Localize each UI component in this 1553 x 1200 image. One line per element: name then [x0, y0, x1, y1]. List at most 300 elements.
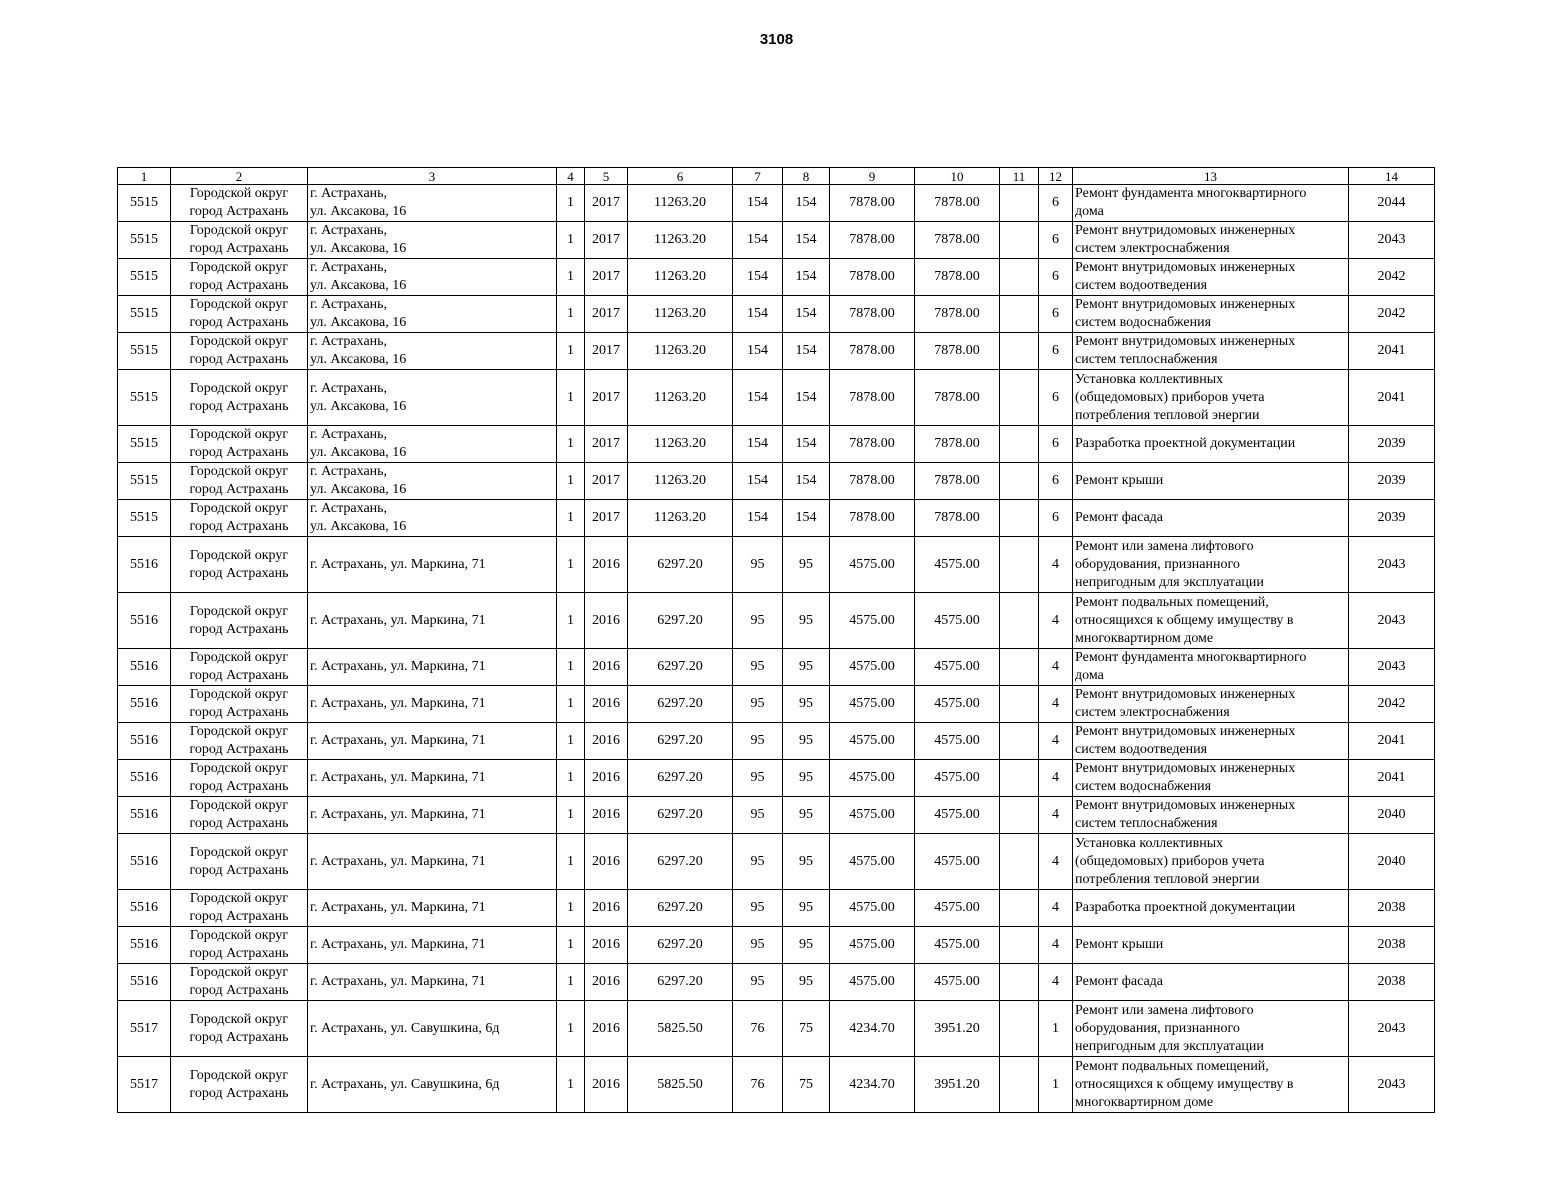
- table-row: [118, 834, 1435, 890]
- work-type-cell-line: потребления тепловой энергии: [1075, 871, 1260, 887]
- work-type-cell-line: Ремонт внутридомовых инженерных: [1075, 687, 1296, 702]
- col10-cell: 4575.00: [915, 649, 1000, 686]
- address-cell: [308, 890, 557, 927]
- col12-cell: 6: [1039, 259, 1073, 296]
- year-cell: 2016: [585, 834, 628, 890]
- work-type-cell-line: (общедомовых) приборов учета: [1075, 389, 1265, 405]
- col8-cell: 95: [783, 797, 830, 834]
- planned-year-cell: 2040: [1349, 797, 1435, 834]
- col9-cell: 4575.00: [830, 890, 915, 927]
- municipality-cell-line: город Астрахань: [189, 1029, 289, 1045]
- col8-cell: 95: [783, 834, 830, 890]
- work-type-cell-line: дома: [1075, 668, 1104, 683]
- work-type-cell: [1073, 797, 1349, 834]
- col8-cell: 75: [783, 1057, 830, 1113]
- column-header: 9: [830, 168, 915, 185]
- planned-year-cell: 2039: [1349, 463, 1435, 500]
- municipality-cell-line: город Астрахань: [189, 565, 289, 581]
- area-cell: 11263.20: [628, 296, 733, 333]
- col10-cell: 4575.00: [915, 890, 1000, 927]
- municipality-cell-line: Городской округ: [189, 380, 289, 396]
- col11-cell: [1000, 593, 1039, 649]
- area-cell: 11263.20: [628, 426, 733, 463]
- address-cell-line: г. Астрахань, ул. Маркина, 71: [310, 612, 486, 628]
- planned-year-cell: 2039: [1349, 500, 1435, 537]
- col7-cell: 154: [733, 370, 783, 426]
- work-type-cell: [1073, 500, 1349, 537]
- col4-cell: 1: [557, 797, 585, 834]
- address-cell: [308, 259, 557, 296]
- address-cell-line: г. Астрахань,: [310, 297, 388, 312]
- col11-cell: [1000, 964, 1039, 1001]
- work-type-cell: [1073, 222, 1349, 259]
- table-row: [118, 964, 1435, 1001]
- address-cell: [308, 537, 557, 593]
- record-id-cell: 5516: [118, 760, 171, 797]
- year-cell: 2016: [585, 927, 628, 964]
- year-cell: 2016: [585, 686, 628, 723]
- record-id-cell: 5515: [118, 370, 171, 426]
- planned-year-cell: 2042: [1349, 259, 1435, 296]
- area-cell: 6297.20: [628, 927, 733, 964]
- col9-cell: 4575.00: [830, 723, 915, 760]
- col8-cell: 95: [783, 593, 830, 649]
- table-row: [118, 593, 1435, 649]
- municipality-cell-line: Городской округ: [189, 603, 289, 619]
- table-row: [118, 890, 1435, 927]
- capital-repair-table: [117, 167, 1435, 1113]
- planned-year-cell: 2043: [1349, 593, 1435, 649]
- col7-cell: 154: [733, 185, 783, 222]
- col9-cell: 4575.00: [830, 760, 915, 797]
- work-type-cell-line: многоквартирном доме: [1075, 1094, 1214, 1110]
- record-id-cell: 5516: [118, 537, 171, 593]
- col11-cell: [1000, 686, 1039, 723]
- work-type-cell-line: относящихся к общему имуществу в: [1075, 612, 1294, 628]
- area-cell: 6297.20: [628, 890, 733, 927]
- col8-cell: 154: [783, 222, 830, 259]
- col9-cell: 7878.00: [830, 185, 915, 222]
- col4-cell: 1: [557, 593, 585, 649]
- work-type-cell: [1073, 1001, 1349, 1057]
- address-cell-line: г. Астрахань,: [310, 223, 388, 238]
- municipality-cell-line: Городской округ: [189, 761, 289, 776]
- address-cell-line: г. Астрахань, ул. Маркина, 71: [310, 974, 486, 989]
- col10-cell: 4575.00: [915, 927, 1000, 964]
- col11-cell: [1000, 333, 1039, 370]
- work-type-cell-line: Ремонт фундамента многоквартирного: [1075, 186, 1307, 201]
- work-type-cell: [1073, 370, 1349, 426]
- record-id-cell: 5516: [118, 890, 171, 927]
- address-cell-line: г. Астрахань, ул. Маркина, 71: [310, 733, 486, 748]
- municipality-cell-line: город Астрахань: [189, 315, 289, 330]
- municipality-cell: [171, 500, 308, 537]
- municipality-cell-line: Городской округ: [189, 547, 289, 563]
- planned-year-cell: 2041: [1349, 370, 1435, 426]
- col11-cell: [1000, 1001, 1039, 1057]
- municipality-cell-line: Городской округ: [189, 650, 289, 665]
- work-type-cell-line: систем электроснабжения: [1075, 241, 1230, 256]
- column-header: 11: [1000, 168, 1039, 185]
- col10-cell: 7878.00: [915, 500, 1000, 537]
- municipality-cell: [171, 593, 308, 649]
- address-cell-line: г. Астрахань,: [310, 260, 388, 275]
- work-type-cell: [1073, 723, 1349, 760]
- municipality-cell-line: город Астрахань: [189, 946, 289, 961]
- municipality-cell-line: город Астрахань: [189, 705, 289, 720]
- work-type-cell-line: систем теплоснабжения: [1075, 352, 1218, 367]
- col10-cell: 7878.00: [915, 185, 1000, 222]
- work-type-cell: [1073, 463, 1349, 500]
- municipality-cell-line: Городской округ: [189, 724, 289, 739]
- municipality-cell-line: город Астрахань: [189, 909, 289, 924]
- table-row: [118, 686, 1435, 723]
- record-id-cell: 5516: [118, 964, 171, 1001]
- table-row: [118, 370, 1435, 426]
- work-type-cell: [1073, 649, 1349, 686]
- col10-cell: 4575.00: [915, 537, 1000, 593]
- col4-cell: 1: [557, 1057, 585, 1113]
- column-header: 5: [585, 168, 628, 185]
- work-type-cell-line: Ремонт фундамента многоквартирного: [1075, 650, 1307, 665]
- address-cell: [308, 1057, 557, 1113]
- col12-cell: 4: [1039, 593, 1073, 649]
- year-cell: 2017: [585, 222, 628, 259]
- col9-cell: 4575.00: [830, 593, 915, 649]
- municipality-cell: [171, 370, 308, 426]
- area-cell: 11263.20: [628, 333, 733, 370]
- col7-cell: 95: [733, 686, 783, 723]
- municipality-cell-line: город Астрахань: [189, 862, 289, 878]
- work-type-cell-line: систем водоотведения: [1075, 278, 1208, 293]
- record-id-cell: 5517: [118, 1001, 171, 1057]
- work-type-cell-line: Ремонт фасада: [1075, 510, 1164, 525]
- address-cell-line: г. Астрахань, ул. Маркина, 71: [310, 853, 486, 869]
- col7-cell: 95: [733, 890, 783, 927]
- work-type-cell: [1073, 760, 1349, 797]
- municipality-cell-line: город Астрахань: [189, 352, 289, 367]
- municipality-cell-line: город Астрахань: [189, 668, 289, 683]
- col9-cell: 4575.00: [830, 964, 915, 1001]
- table-row: [118, 259, 1435, 296]
- area-cell: 11263.20: [628, 185, 733, 222]
- col10-cell: 7878.00: [915, 370, 1000, 426]
- work-type-cell-line: Ремонт внутридомовых инженерных: [1075, 761, 1296, 776]
- col7-cell: 154: [733, 222, 783, 259]
- col4-cell: 1: [557, 537, 585, 593]
- record-id-cell: 5515: [118, 185, 171, 222]
- col12-cell: 6: [1039, 426, 1073, 463]
- col12-cell: 6: [1039, 500, 1073, 537]
- work-type-cell: [1073, 890, 1349, 927]
- work-type-cell-line: Ремонт внутридомовых инженерных: [1075, 297, 1296, 312]
- municipality-cell-line: Городской округ: [189, 687, 289, 702]
- col9-cell: 7878.00: [830, 370, 915, 426]
- column-header: 6: [628, 168, 733, 185]
- address-cell-line: г. Астрахань,: [310, 380, 388, 396]
- table-row: [118, 760, 1435, 797]
- col4-cell: 1: [557, 890, 585, 927]
- col11-cell: [1000, 1057, 1039, 1113]
- address-cell-line: г. Астрахань, ул. Савушкина, 6д: [310, 1020, 500, 1036]
- col10-cell: 4575.00: [915, 593, 1000, 649]
- planned-year-cell: 2040: [1349, 834, 1435, 890]
- col10-cell: 3951.20: [915, 1057, 1000, 1113]
- table-row: [118, 1057, 1435, 1113]
- col8-cell: 95: [783, 760, 830, 797]
- record-id-cell: 5516: [118, 593, 171, 649]
- year-cell: 2017: [585, 500, 628, 537]
- record-id-cell: 5516: [118, 834, 171, 890]
- municipality-cell-line: город Астрахань: [189, 779, 289, 794]
- col9-cell: 4234.70: [830, 1001, 915, 1057]
- area-cell: 6297.20: [628, 834, 733, 890]
- year-cell: 2017: [585, 333, 628, 370]
- municipality-cell-line: Городской округ: [189, 844, 289, 860]
- planned-year-cell: 2043: [1349, 649, 1435, 686]
- col8-cell: 154: [783, 296, 830, 333]
- municipality-cell-line: город Астрахань: [189, 983, 289, 998]
- work-type-cell-line: потребления тепловой энергии: [1075, 407, 1260, 423]
- municipality-cell: [171, 723, 308, 760]
- col11-cell: [1000, 723, 1039, 760]
- work-type-cell-line: Ремонт подвальных помещений,: [1075, 1058, 1269, 1074]
- col4-cell: 1: [557, 649, 585, 686]
- municipality-cell-line: Городской округ: [189, 427, 289, 442]
- col11-cell: [1000, 760, 1039, 797]
- planned-year-cell: 2038: [1349, 964, 1435, 1001]
- area-cell: 11263.20: [628, 500, 733, 537]
- planned-year-cell: 2041: [1349, 760, 1435, 797]
- record-id-cell: 5516: [118, 649, 171, 686]
- area-cell: 6297.20: [628, 593, 733, 649]
- work-type-cell-line: Ремонт или замена лифтового: [1075, 1002, 1254, 1018]
- year-cell: 2017: [585, 296, 628, 333]
- record-id-cell: 5515: [118, 463, 171, 500]
- col9-cell: 7878.00: [830, 426, 915, 463]
- table-row: [118, 537, 1435, 593]
- col12-cell: 4: [1039, 537, 1073, 593]
- planned-year-cell: 2043: [1349, 1001, 1435, 1057]
- address-cell-line: ул. Аксакова, 16: [310, 241, 407, 256]
- work-type-cell: [1073, 537, 1349, 593]
- table-row: [118, 797, 1435, 834]
- col9-cell: 7878.00: [830, 222, 915, 259]
- col9-cell: 7878.00: [830, 259, 915, 296]
- col9-cell: 4575.00: [830, 649, 915, 686]
- work-type-cell-line: систем водоснабжения: [1075, 315, 1212, 330]
- col12-cell: 4: [1039, 927, 1073, 964]
- col10-cell: 7878.00: [915, 259, 1000, 296]
- work-type-cell-line: Ремонт крыши: [1075, 937, 1164, 952]
- col12-cell: 4: [1039, 964, 1073, 1001]
- year-cell: 2017: [585, 259, 628, 296]
- record-id-cell: 5515: [118, 426, 171, 463]
- col11-cell: [1000, 426, 1039, 463]
- col9-cell: 4575.00: [830, 834, 915, 890]
- col11-cell: [1000, 222, 1039, 259]
- record-id-cell: 5516: [118, 797, 171, 834]
- work-type-cell-line: Ремонт внутридомовых инженерных: [1075, 334, 1296, 349]
- address-cell: [308, 964, 557, 1001]
- col7-cell: 154: [733, 333, 783, 370]
- municipality-cell: [171, 890, 308, 927]
- year-cell: 2016: [585, 1057, 628, 1113]
- col7-cell: 154: [733, 500, 783, 537]
- address-cell-line: г. Астрахань,: [310, 334, 388, 349]
- table-row: [118, 333, 1435, 370]
- col8-cell: 154: [783, 259, 830, 296]
- col12-cell: 6: [1039, 296, 1073, 333]
- col8-cell: 154: [783, 426, 830, 463]
- address-cell-line: ул. Аксакова, 16: [310, 519, 407, 534]
- col10-cell: 4575.00: [915, 834, 1000, 890]
- col7-cell: 95: [733, 723, 783, 760]
- planned-year-cell: 2041: [1349, 333, 1435, 370]
- address-cell: [308, 760, 557, 797]
- col8-cell: 95: [783, 964, 830, 1001]
- col4-cell: 1: [557, 760, 585, 797]
- record-id-cell: 5516: [118, 927, 171, 964]
- col12-cell: 6: [1039, 333, 1073, 370]
- work-type-cell-line: Ремонт подвальных помещений,: [1075, 594, 1269, 610]
- column-header: 7: [733, 168, 783, 185]
- col12-cell: 6: [1039, 463, 1073, 500]
- col12-cell: 6: [1039, 222, 1073, 259]
- municipality-cell: [171, 760, 308, 797]
- municipality-cell-line: Городской округ: [189, 223, 289, 238]
- municipality-cell-line: город Астрахань: [189, 241, 289, 256]
- municipality-cell-line: Городской округ: [189, 1011, 289, 1027]
- col12-cell: 4: [1039, 760, 1073, 797]
- municipality-cell-line: Городской округ: [189, 501, 289, 516]
- address-cell-line: г. Астрахань, ул. Маркина, 71: [310, 770, 486, 785]
- municipality-cell-line: город Астрахань: [189, 519, 289, 534]
- work-type-cell-line: систем водоснабжения: [1075, 779, 1212, 794]
- col7-cell: 95: [733, 649, 783, 686]
- col12-cell: 6: [1039, 185, 1073, 222]
- col12-cell: 6: [1039, 370, 1073, 426]
- work-type-cell: [1073, 185, 1349, 222]
- area-cell: 6297.20: [628, 723, 733, 760]
- address-cell-line: ул. Аксакова, 16: [310, 445, 407, 460]
- municipality-cell-line: Городской округ: [189, 297, 289, 312]
- planned-year-cell: 2038: [1349, 890, 1435, 927]
- col12-cell: 4: [1039, 890, 1073, 927]
- col9-cell: 4575.00: [830, 537, 915, 593]
- work-type-cell-line: оборудования, признанного: [1075, 1020, 1240, 1036]
- col4-cell: 1: [557, 222, 585, 259]
- col7-cell: 76: [733, 1057, 783, 1113]
- col7-cell: 95: [733, 834, 783, 890]
- municipality-cell-line: город Астрахань: [189, 204, 289, 219]
- municipality-cell: [171, 259, 308, 296]
- col4-cell: 1: [557, 927, 585, 964]
- col7-cell: 154: [733, 296, 783, 333]
- col4-cell: 1: [557, 723, 585, 760]
- work-type-cell: [1073, 333, 1349, 370]
- year-cell: 2016: [585, 649, 628, 686]
- record-id-cell: 5516: [118, 686, 171, 723]
- year-cell: 2017: [585, 463, 628, 500]
- work-type-cell: [1073, 593, 1349, 649]
- year-cell: 2016: [585, 797, 628, 834]
- column-header: 8: [783, 168, 830, 185]
- municipality-cell-line: город Астрахань: [189, 398, 289, 414]
- planned-year-cell: 2044: [1349, 185, 1435, 222]
- column-header: 14: [1349, 168, 1435, 185]
- address-cell-line: г. Астрахань,: [310, 427, 388, 442]
- col7-cell: 154: [733, 426, 783, 463]
- address-cell: [308, 649, 557, 686]
- planned-year-cell: 2043: [1349, 537, 1435, 593]
- work-type-cell-line: Установка коллективных: [1075, 371, 1224, 387]
- work-type-cell: [1073, 686, 1349, 723]
- table-row: [118, 1001, 1435, 1057]
- col7-cell: 95: [733, 593, 783, 649]
- col11-cell: [1000, 537, 1039, 593]
- address-cell-line: ул. Аксакова, 16: [310, 352, 407, 367]
- work-type-cell: [1073, 426, 1349, 463]
- municipality-cell-line: Городской округ: [189, 334, 289, 349]
- table-row: [118, 426, 1435, 463]
- municipality-cell-line: Городской округ: [189, 1067, 289, 1083]
- work-type-cell-line: Ремонт крыши: [1075, 473, 1164, 488]
- area-cell: 11263.20: [628, 259, 733, 296]
- col12-cell: 1: [1039, 1001, 1073, 1057]
- record-id-cell: 5517: [118, 1057, 171, 1113]
- col4-cell: 1: [557, 1001, 585, 1057]
- col4-cell: 1: [557, 370, 585, 426]
- col7-cell: 95: [733, 760, 783, 797]
- col12-cell: 1: [1039, 1057, 1073, 1113]
- record-id-cell: 5515: [118, 259, 171, 296]
- col12-cell: 4: [1039, 834, 1073, 890]
- year-cell: 2016: [585, 1001, 628, 1057]
- col10-cell: 4575.00: [915, 760, 1000, 797]
- col11-cell: [1000, 296, 1039, 333]
- municipality-cell-line: город Астрахань: [189, 742, 289, 757]
- column-header: 4: [557, 168, 585, 185]
- col12-cell: 4: [1039, 723, 1073, 760]
- col11-cell: [1000, 370, 1039, 426]
- col11-cell: [1000, 463, 1039, 500]
- col10-cell: 4575.00: [915, 723, 1000, 760]
- address-cell: [308, 834, 557, 890]
- col9-cell: 4575.00: [830, 927, 915, 964]
- work-type-cell-line: Разработка проектной документации: [1075, 436, 1296, 451]
- col7-cell: 95: [733, 537, 783, 593]
- record-id-cell: 5515: [118, 296, 171, 333]
- municipality-cell: [171, 964, 308, 1001]
- work-type-cell-line: Ремонт внутридомовых инженерных: [1075, 223, 1296, 238]
- area-cell: 6297.20: [628, 760, 733, 797]
- municipality-cell-line: Городской округ: [189, 186, 289, 201]
- work-type-cell-line: непригодным для эксплуатации: [1075, 1038, 1264, 1054]
- col8-cell: 154: [783, 370, 830, 426]
- table-row: [118, 296, 1435, 333]
- address-cell-line: г. Астрахань, ул. Маркина, 71: [310, 659, 486, 674]
- header-row: [118, 168, 1435, 185]
- col11-cell: [1000, 649, 1039, 686]
- record-id-cell: 5516: [118, 723, 171, 760]
- col8-cell: 154: [783, 333, 830, 370]
- address-cell-line: ул. Аксакова, 16: [310, 398, 407, 414]
- address-cell: [308, 1001, 557, 1057]
- col9-cell: 4234.70: [830, 1057, 915, 1113]
- address-cell-line: г. Астрахань, ул. Маркина, 71: [310, 937, 486, 952]
- work-type-cell-line: Ремонт внутридомовых инженерных: [1075, 724, 1296, 739]
